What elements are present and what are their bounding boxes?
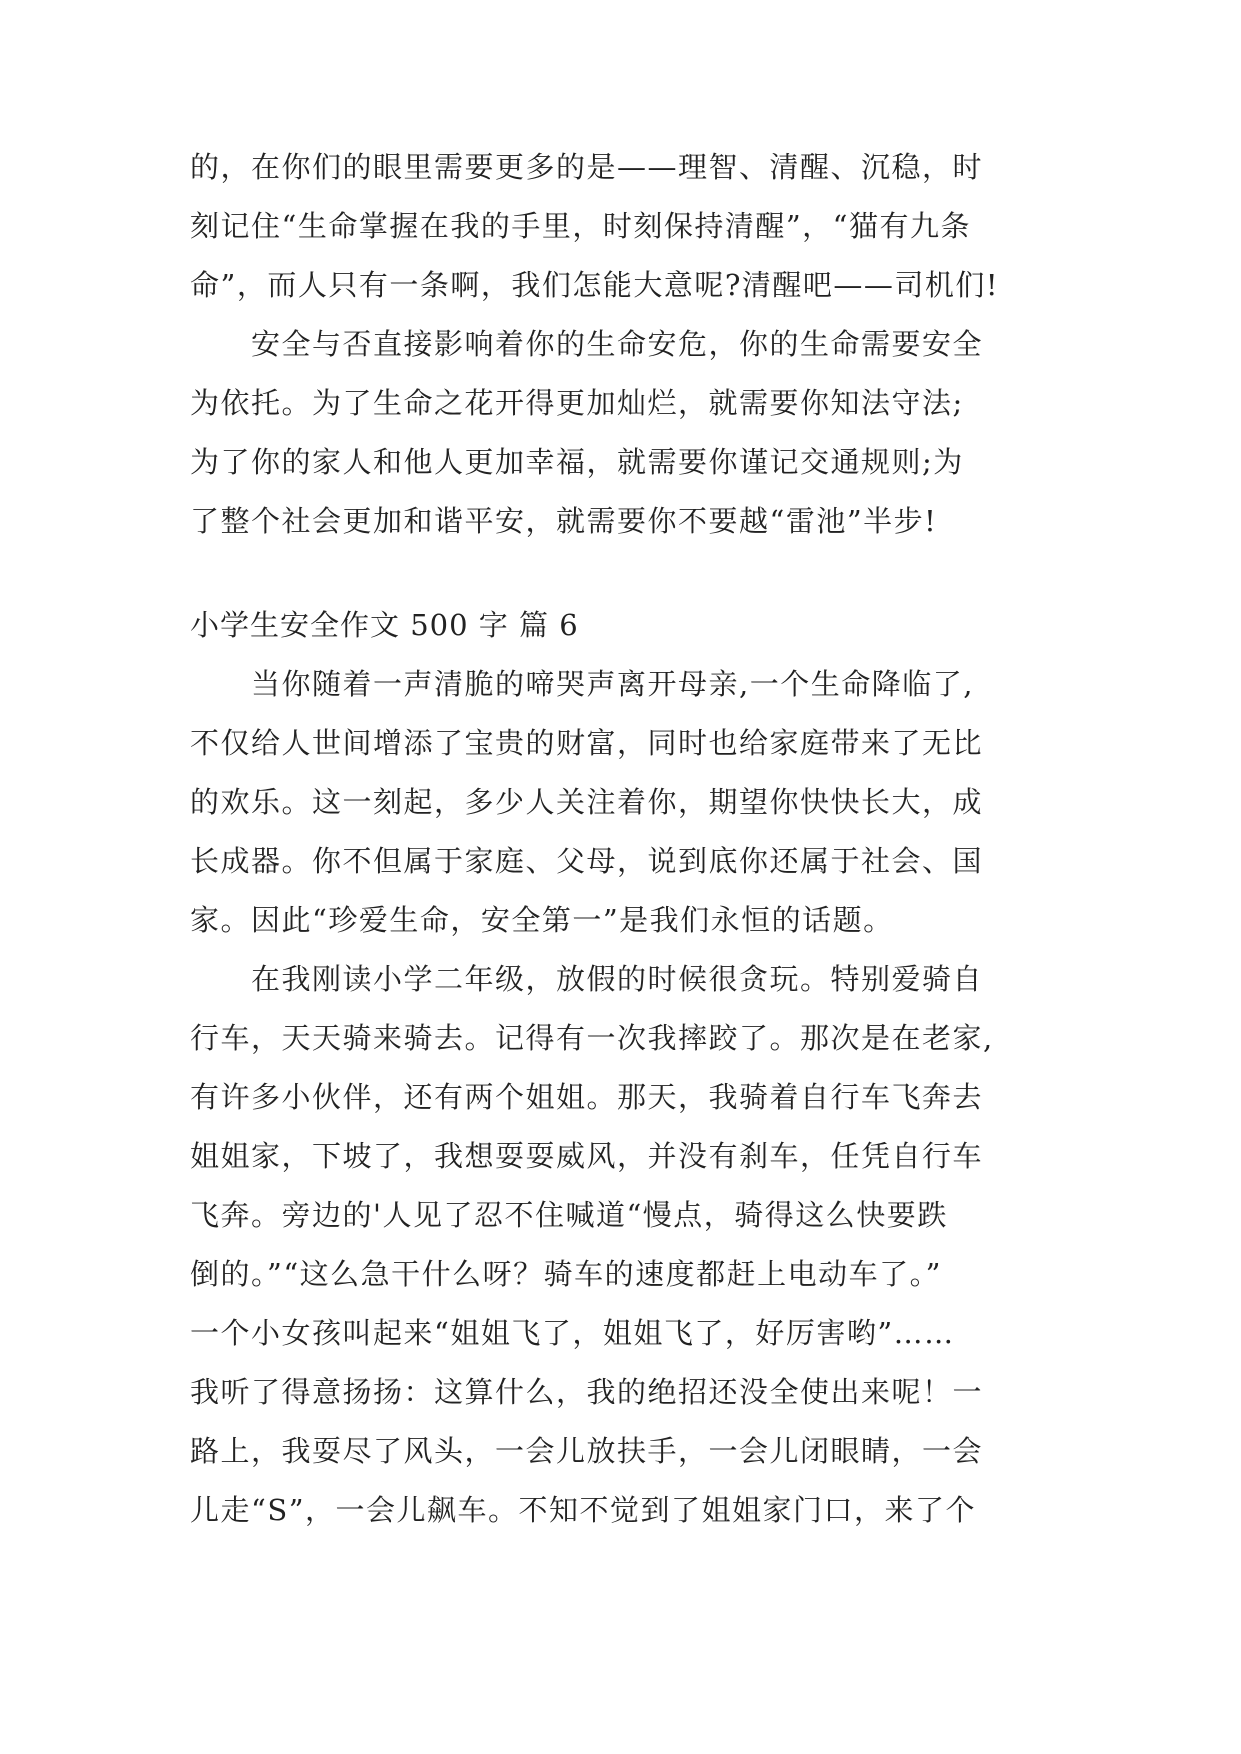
- text-line: 为了你的家人和他人更加幸福，就需要你谨记交通规则;为: [190, 445, 964, 479]
- text-line: 有许多小伙伴，还有两个姐姐。那天，我骑着自行车飞奔去: [190, 1080, 984, 1114]
- text-line: 家。因此“珍爱生命，安全第一”是我们永恒的话题。: [190, 903, 894, 937]
- text-line: 刻记住“生命掌握在我的手里，时刻保持清醒”，“猫有九条: [190, 209, 971, 243]
- essay-body: [190, 655, 1070, 1540]
- text-line: 了整个社会更加和谐平安，就需要你不要越“雷池”半步!: [190, 504, 938, 538]
- text-line: 倒的。”“这么急干什么呀？骑车的速度都赶上电动车了。”: [190, 1257, 942, 1291]
- paragraph-bicycle-story: [190, 950, 1070, 1540]
- text-line: 一个小女孩叫起来“姐姐飞了，姐姐飞了，好厉害哟”……: [190, 1316, 955, 1350]
- paragraph-birth: [190, 655, 1070, 950]
- text-line: 我听了得意扬扬：这算什么，我的绝招还没全使出来呢！一: [190, 1375, 984, 1409]
- paragraph-life-safety: [190, 315, 1070, 551]
- text-line: 当你随着一声清脆的啼哭声离开母亲,一个生命降临了,: [251, 667, 974, 701]
- top-section: [190, 138, 1070, 551]
- text-line: 的，在你们的眼里需要更多的是——理智、清醒、沉稳，时: [190, 150, 984, 184]
- text-line: 长成器。你不但属于家庭、父母，说到底你还属于社会、国: [190, 844, 984, 878]
- text-line: 不仅给人世间增添了宝贵的财富，同时也给家庭带来了无比: [190, 726, 984, 760]
- section-title: 小学生安全作文 500 字 篇 6: [190, 608, 579, 642]
- text-line: 为依托。为了生命之花开得更加灿烂，就需要你知法守法;: [190, 386, 964, 420]
- text-line: 命”，而人只有一条啊，我们怎能大意呢?清醒吧——司机们!: [190, 268, 1000, 302]
- text-line: 行车，天天骑来骑去。记得有一次我摔跤了。那次是在老家,: [190, 1021, 994, 1055]
- paragraph-safety-reminder: [190, 138, 1070, 315]
- text-line: 飞奔。旁边的'人见了忍不住喊道“慢点，骑得这么快要跌: [190, 1198, 948, 1232]
- text-line: 路上，我耍尽了风头，一会儿放扶手，一会儿闭眼睛，一会: [190, 1434, 984, 1468]
- text-line: 儿走“S”，一会儿飙车。不知不觉到了姐姐家门口，来了个: [190, 1493, 977, 1527]
- text-line: 安全与否直接影响着你的生命安危，你的生命需要安全: [251, 327, 984, 361]
- text-line: 在我刚读小学二年级，放假的时候很贪玩。特别爱骑自: [251, 962, 984, 996]
- text-line: 的欢乐。这一刻起，多少人关注着你，期望你快快长大，成: [190, 785, 984, 819]
- text-line: 姐姐家，下坡了，我想耍耍威风，并没有刹车，任凭自行车: [190, 1139, 984, 1173]
